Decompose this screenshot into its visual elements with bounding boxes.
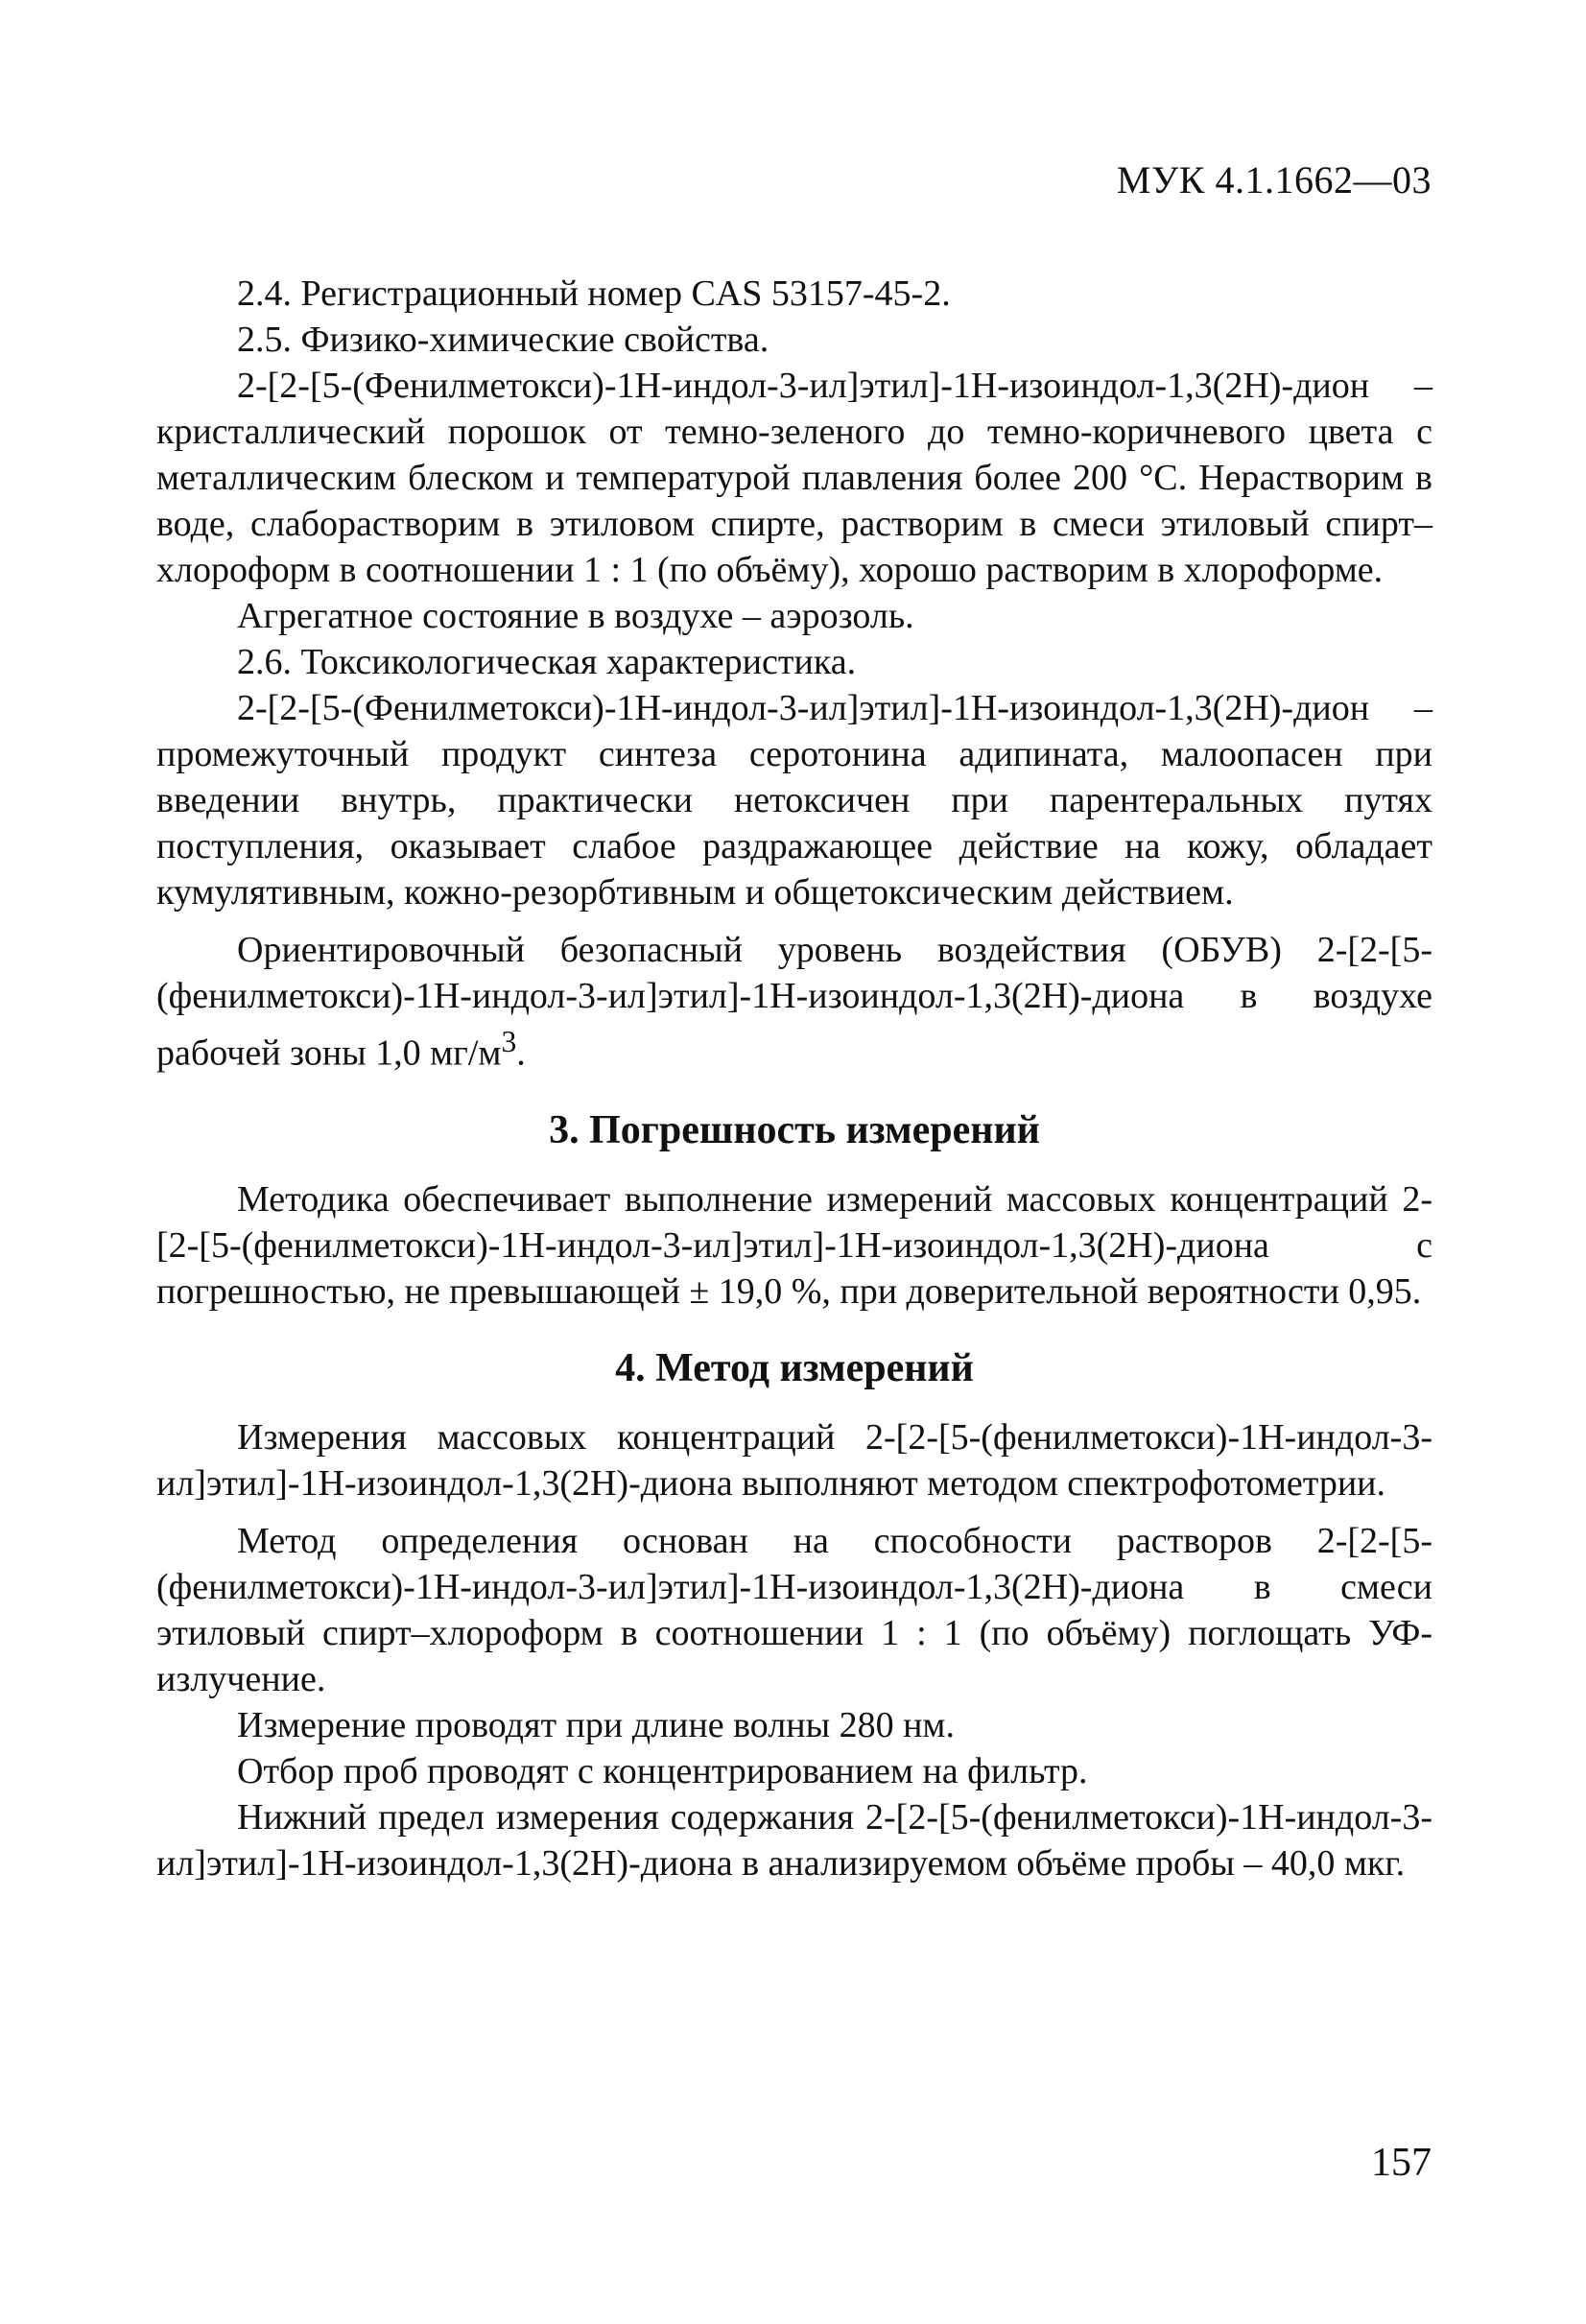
paragraph-aggregate-state: Агрегатное состояние в воздухе – аэрозоль.	[237, 596, 914, 636]
paragraph-obuv	[156, 927, 1432, 1077]
paragraph-sampling: Отбор проб проводят с концентрированием на фильтр.	[237, 1750, 1088, 1791]
paragraph-cas-number: 2.4. Регистрационный номер CAS 53157-45-2.	[237, 273, 951, 314]
document-body	[156, 271, 1432, 1886]
paragraph-toxicology-description: 2-[2-[5-(Фенилметокси)-1Н-индол-3-ил]этил]-1Н-изоиндол-1,3(2Н)-дион – промежуточный продукт синтеза серотонина адипината, малоопасен при введении внутрь, практически нетоксичен при парентеральных путях поступления, оказывает слабое раздражающее действие на кожу, обладает кумулятивным, кожно-резорбтивным и общетоксическим действием.	[156, 688, 1432, 913]
paragraph-wavelength: Измерение проводят при длине волны 280 нм.	[237, 1704, 955, 1745]
section-heading-3: 3. Погрешность измерений	[549, 1107, 1040, 1152]
obuv-end: .	[516, 1032, 526, 1074]
page-number: 157	[1371, 2141, 1432, 2185]
paragraph-detection-limit: Нижний предел измерения содержания 2-[2-[5-(фенилметокси)-1Н-индол-3-ил]этил]-1Н-изоиндол-1,3(2Н)-диона в анализируемом объёме пробы – 40,0 мкг.	[156, 1796, 1432, 1884]
document-code-header: МУК 4.1.1662—03	[1116, 158, 1432, 202]
paragraph-method-principle: Метод определения основан на способности растворов 2-[2-[5-(фенилметокси)-1Н-индол-3-ил]этил]-1Н-изоиндол-1,3(2Н)-диона в смеси этиловый спирт–хлороформ в соотношении 1 : 1 (по объёму) поглощать УФ-излучение.	[156, 1520, 1432, 1699]
obuv-superscript: 3	[501, 1025, 517, 1058]
paragraph-toxicology-heading: 2.6. Токсикологическая характеристика.	[237, 642, 857, 682]
obuv-text: Ориентировочный безопасный уровень воздействия (ОБУВ) 2-[2-[5-(фенилметокси)-1Н-индол-3-ил]этил]-1Н-изоиндол-1,3(2Н)-диона в воздухе рабочей зоны 1,0 мг/м	[156, 930, 1432, 1074]
paragraph-physchem-description: 2-[2-[5-(Фенилметокси)-1Н-индол-3-ил]этил]-1Н-изоиндол-1,3(2Н)-дион – кристаллический порошок от темно-зеленого до темно-коричневого цвета с металлическим блеском и температурой плавления более 200 °С. Нерастворим в воде, слаборастворим в этиловом спирте, растворим в смеси этиловый спирт–хлороформ в соотношении 1 : 1 (по объёму), хорошо растворим в хлороформе.	[156, 366, 1432, 590]
paragraph-accuracy: Методика обеспечивает выполнение измерений массовых концентраций 2-[2-[5-(фенилметокси)-1Н-индол-3-ил]этил]-1Н-изоиндол-1,3(2Н)-диона с погрешностью, не превышающей ± 19,0 %, при доверительной вероятности 0,95.	[156, 1178, 1432, 1312]
section-heading-4: 4. Метод измерений	[615, 1345, 974, 1390]
paragraph-physchem-heading: 2.5. Физико-химические свойства.	[237, 320, 769, 360]
paragraph-method-overview: Измерения массовых концентраций 2-[2-[5-(фенилметокси)-1Н-индол-3-ил]этил]-1Н-изоиндол-1,3(2Н)-диона выполняют методом спектрофотометрии.	[156, 1416, 1432, 1504]
